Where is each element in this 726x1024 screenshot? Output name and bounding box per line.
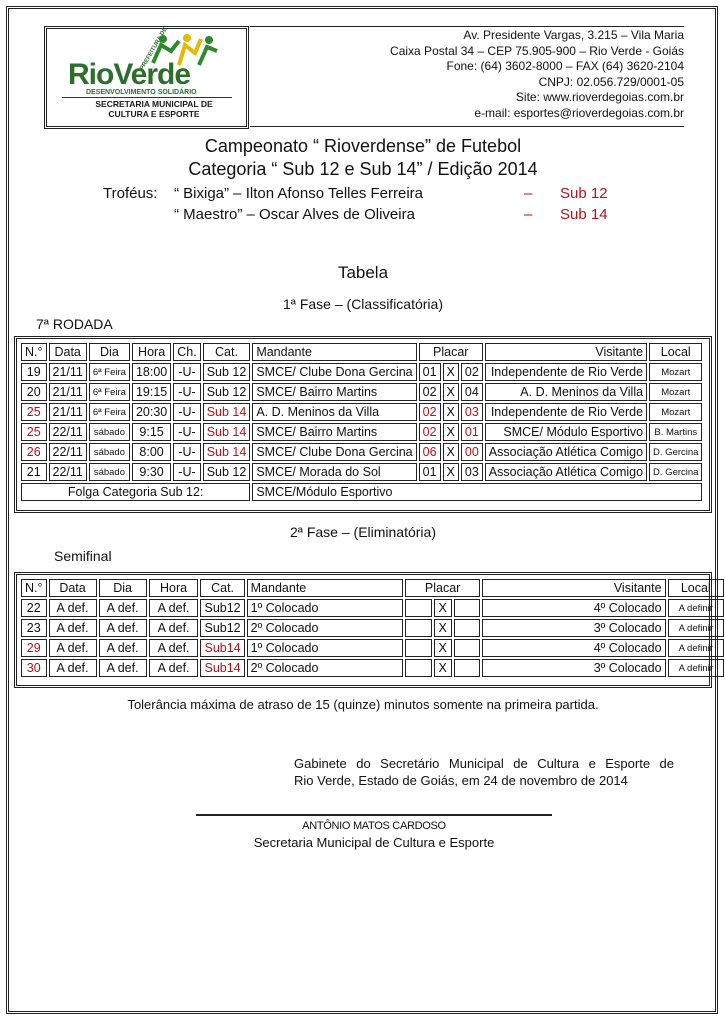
cell-g1: 01 <box>419 463 441 481</box>
cell-hora: 20:30 <box>132 403 171 421</box>
cell-visitante: Independente de Rio Verde <box>485 363 647 381</box>
cell-mandante: SMCE/ Clube Dona Gercina <box>252 443 416 461</box>
cell-hora: A def. <box>149 599 199 617</box>
address-line: Caixa Postal 34 – CEP 75.905-900 – Rio Verde - Goiás <box>390 43 684 58</box>
cell-g1: 02 <box>419 423 441 441</box>
cell-data: A def. <box>49 639 97 657</box>
fase1-heading: 1ª Fase – (Classificatória) <box>282 296 443 312</box>
cell-hora: 9:15 <box>132 423 171 441</box>
cell-dia: A def. <box>99 639 147 657</box>
table-row <box>21 619 724 637</box>
address-line: e-mail: esportes@rioverdegoias.com.br <box>474 105 684 120</box>
cell-hora: A def. <box>149 659 199 677</box>
table1 <box>19 341 704 503</box>
cell-g2: 00 <box>461 443 483 461</box>
cell-cat: Sub 14 <box>203 423 251 441</box>
logo-dept: SECRETARIA MUNICIPAL DE CULTURA E ESPORTE <box>95 99 213 119</box>
cell-g2: 02 <box>461 363 483 381</box>
cell-cat: Sub12 <box>200 619 244 637</box>
cell-local: A definir <box>668 639 724 657</box>
cell-data: 21/11 <box>49 363 87 381</box>
cell-dia: sábado <box>89 463 130 481</box>
cell-mandante: 1º Colocado <box>247 599 404 617</box>
cell-ch: -U- <box>173 403 200 421</box>
cell-n: 22 <box>21 599 47 617</box>
cell-score-empty <box>454 639 480 657</box>
cell-x: X <box>443 423 459 441</box>
title-line1: Campeonato “ Rioverdense” de Futebol <box>204 136 522 156</box>
cell-visitante: 4º Colocado <box>482 639 666 657</box>
cell-visitante: Independente de Rio Verde <box>485 403 647 421</box>
table-header-cell: Mandante <box>247 579 404 597</box>
cell-dia: sábado <box>89 423 130 441</box>
signature-line <box>196 814 552 816</box>
cell-data: 22/11 <box>49 423 87 441</box>
table-header-row <box>21 343 702 361</box>
cell-data: A def. <box>49 599 97 617</box>
cell-visitante: A. D. Meninos da Villa <box>485 383 647 401</box>
cell-cat: Sub 12 <box>203 363 251 381</box>
cell-hora: 8:00 <box>132 443 171 461</box>
table-header-cell: Data <box>49 343 87 361</box>
gabinete-line1: Gabinete do Secretário Municipal de Cultura e Esporte de <box>294 756 674 771</box>
trophies-label: Troféus: <box>103 185 158 202</box>
cell-dia: A def. <box>99 619 147 637</box>
cell-dia: 6ª Feira <box>89 403 130 421</box>
cell-score-empty <box>454 599 480 617</box>
address-line: Av. Presidente Vargas, 3.215 – Vila Maria <box>463 28 684 42</box>
cell-dia: A def. <box>99 599 147 617</box>
cell-ch: -U- <box>173 383 200 401</box>
cell-n: 25 <box>21 423 47 441</box>
cell-x: X <box>443 363 459 381</box>
cell-n: 23 <box>21 619 47 637</box>
cell-local: A definir <box>668 599 724 617</box>
table-header-cell: Hora <box>132 343 171 361</box>
trophy-2-name: “ Maestro” – Oscar Alves de Oliveira <box>174 206 415 223</box>
cell-local: A definir <box>668 619 724 637</box>
table-row <box>21 403 702 421</box>
cell-x: X <box>443 463 459 481</box>
table-header-cell: Data <box>49 579 97 597</box>
table-row <box>21 443 702 461</box>
cell-hora: 9:30 <box>132 463 171 481</box>
cell-mandante: 1º Colocado <box>247 639 404 657</box>
table-header-cell: Ch. <box>173 343 200 361</box>
signature-name: ANTÔNIO MATOS CARDOSO <box>302 820 446 832</box>
tabela-heading: Tabela <box>337 263 389 282</box>
cell-dia: sábado <box>89 443 130 461</box>
cell-cat: Sub14 <box>200 659 244 677</box>
cell-local: Mozart <box>649 383 702 401</box>
cell-g2: 03 <box>461 403 483 421</box>
cell-ch: -U- <box>173 443 200 461</box>
table-header-cell: Dia <box>99 579 147 597</box>
table-header-row <box>21 579 724 597</box>
cell-hora: A def. <box>149 639 199 657</box>
cell-ch: -U- <box>173 423 200 441</box>
cell-local: Mozart <box>649 403 702 421</box>
cell-local: B. Martins <box>649 423 702 441</box>
cell-visitante: 3º Colocado <box>482 619 666 637</box>
table-row <box>21 599 724 617</box>
table-row <box>21 383 702 401</box>
gabinete-text <box>294 755 674 789</box>
cell-x: X <box>443 443 459 461</box>
cell-dia: A def. <box>99 659 147 677</box>
cell-data: 21/11 <box>49 383 87 401</box>
header-rule-bottom <box>250 126 684 127</box>
table-header-cell: Local <box>668 579 724 597</box>
logo-prefeitura: PREFEITURA DE <box>139 26 169 72</box>
cell-cat: Sub 14 <box>203 443 251 461</box>
cell-mandante: SMCE/ Bairro Martins <box>252 383 416 401</box>
cell-x: X <box>434 659 452 677</box>
table-header-cell: Cat. <box>200 579 244 597</box>
address-line: CNPJ: 02.056.729/0001-05 <box>538 74 684 89</box>
table-header-cell: Hora <box>149 579 199 597</box>
cell-dia: 6ª Feira <box>89 363 130 381</box>
cell-cat: Sub14 <box>200 639 244 657</box>
cell-hora: 19:15 <box>132 383 171 401</box>
cell-local: A definir <box>668 659 724 677</box>
cell-x: X <box>434 639 452 657</box>
cell-score-empty <box>405 599 431 617</box>
cell-data: A def. <box>49 659 97 677</box>
cell-score-empty <box>454 659 480 677</box>
cell-x: X <box>443 383 459 401</box>
cell-visitante: 3º Colocado <box>482 659 666 677</box>
table-header-cell: N.° <box>21 343 47 361</box>
trophy-1-cat: Sub 12 <box>560 185 608 202</box>
cell-g2: 01 <box>461 423 483 441</box>
cell-data: 21/11 <box>49 403 87 421</box>
cell-g1: 02 <box>419 403 441 421</box>
trophy-1-dash: – <box>524 185 533 202</box>
cell-x: X <box>434 599 452 617</box>
logo-tagline: DESENVOLVIMENTO SOLIDÁRIO <box>86 89 197 96</box>
cell-g2: 03 <box>461 463 483 481</box>
cell-score-empty <box>405 639 431 657</box>
table-header-cell: N.° <box>21 579 47 597</box>
logo-name: RioVerde <box>68 58 191 91</box>
cell-ch: -U- <box>173 463 200 481</box>
cell-g1: 02 <box>419 383 441 401</box>
cell-mandante: SMCE/ Morada do Sol <box>252 463 416 481</box>
table-header-cell: Placar <box>419 343 483 361</box>
cell-cat: Sub 12 <box>203 463 251 481</box>
tolerancia-note: Tolerância máxima de atraso de 15 (quinze) minutos somente na primeira partida. <box>127 697 599 712</box>
folga-label: Folga Categoria Sub 12: <box>21 483 250 501</box>
cell-hora: 18:00 <box>132 363 171 381</box>
cell-n: 20 <box>21 383 47 401</box>
cell-visitante: Associação Atlética Comigo <box>485 443 647 461</box>
cell-n: 19 <box>21 363 47 381</box>
cell-mandante: 2º Colocado <box>247 619 404 637</box>
cell-g2: 04 <box>461 383 483 401</box>
table-header-cell: Placar <box>405 579 479 597</box>
cell-score-empty <box>454 619 480 637</box>
cell-mandante: A. D. Meninos da Villa <box>252 403 416 421</box>
cell-n: 29 <box>21 639 47 657</box>
fase2-heading: 2ª Fase – (Eliminatória) <box>289 524 436 540</box>
table-row <box>21 363 702 381</box>
cell-local: Mozart <box>649 363 702 381</box>
cell-data: 22/11 <box>49 463 87 481</box>
cell-local: D. Gercina <box>649 443 702 461</box>
cell-cat: Sub12 <box>200 599 244 617</box>
cell-hora: A def. <box>149 619 199 637</box>
folga-row <box>21 483 702 501</box>
table-row <box>21 659 724 677</box>
cell-data: 22/11 <box>49 443 87 461</box>
cell-mandante: SMCE/ Bairro Martins <box>252 423 416 441</box>
title-line2: Categoria “ Sub 12 e Sub 14” / Edição 2014 <box>188 159 538 179</box>
table-header-cell: Mandante <box>252 343 416 361</box>
table-header-cell: Dia <box>89 343 130 361</box>
table-row <box>21 463 702 481</box>
cell-g1: 06 <box>419 443 441 461</box>
address-block <box>390 28 684 121</box>
cell-visitante: 4º Colocado <box>482 599 666 617</box>
trophy-2-cat: Sub 14 <box>560 206 608 223</box>
table-header-cell: Local <box>649 343 702 361</box>
cell-ch: -U- <box>173 363 200 381</box>
trophy-1-name: “ Bixiga” – Ilton Afonso Telles Ferreira <box>174 185 424 202</box>
folga-team: SMCE/Módulo Esportivo <box>252 483 702 501</box>
cell-visitante: Associação Atlética Comigo <box>485 463 647 481</box>
table-row <box>21 639 724 657</box>
table-header-cell: Cat. <box>203 343 251 361</box>
cell-n: 21 <box>21 463 47 481</box>
cell-mandante: SMCE/ Clube Dona Gercina <box>252 363 416 381</box>
cell-n: 26 <box>21 443 47 461</box>
address-line: Fone: (64) 3602-8000 – FAX (64) 3620-2104 <box>446 59 684 73</box>
cell-x: X <box>443 403 459 421</box>
trophy-2-dash: – <box>524 206 533 223</box>
cell-n: 25 <box>21 403 47 421</box>
signature-role: Secretaria Municipal de Cultura e Esporte <box>253 835 495 850</box>
gabinete-line2: Rio Verde, Estado de Goiás, em 24 de novembro de 2014 <box>294 773 628 788</box>
header-rule-top <box>250 26 684 27</box>
cell-cat: Sub 14 <box>203 403 251 421</box>
cell-x: X <box>434 619 452 637</box>
logo-divider <box>62 97 232 98</box>
cell-local: D. Gercina <box>649 463 702 481</box>
cell-score-empty <box>405 659 431 677</box>
table-header-cell: Visitante <box>485 343 647 361</box>
table-row <box>21 423 702 441</box>
rodada-label: 7ª RODADA <box>36 316 113 332</box>
cell-data: A def. <box>49 619 97 637</box>
cell-n: 30 <box>21 659 47 677</box>
cell-g1: 01 <box>419 363 441 381</box>
semifinal-label: Semifinal <box>54 548 112 564</box>
table2 <box>19 577 726 679</box>
table-header-cell: Visitante <box>482 579 666 597</box>
cell-score-empty <box>405 619 431 637</box>
address-line: Site: www.rioverdegoias.com.br <box>515 90 684 104</box>
cell-dia: 6ª Feira <box>89 383 130 401</box>
cell-visitante: SMCE/ Módulo Esportivo <box>485 423 647 441</box>
cell-cat: Sub 12 <box>203 383 251 401</box>
cell-mandante: 2º Colocado <box>247 659 404 677</box>
